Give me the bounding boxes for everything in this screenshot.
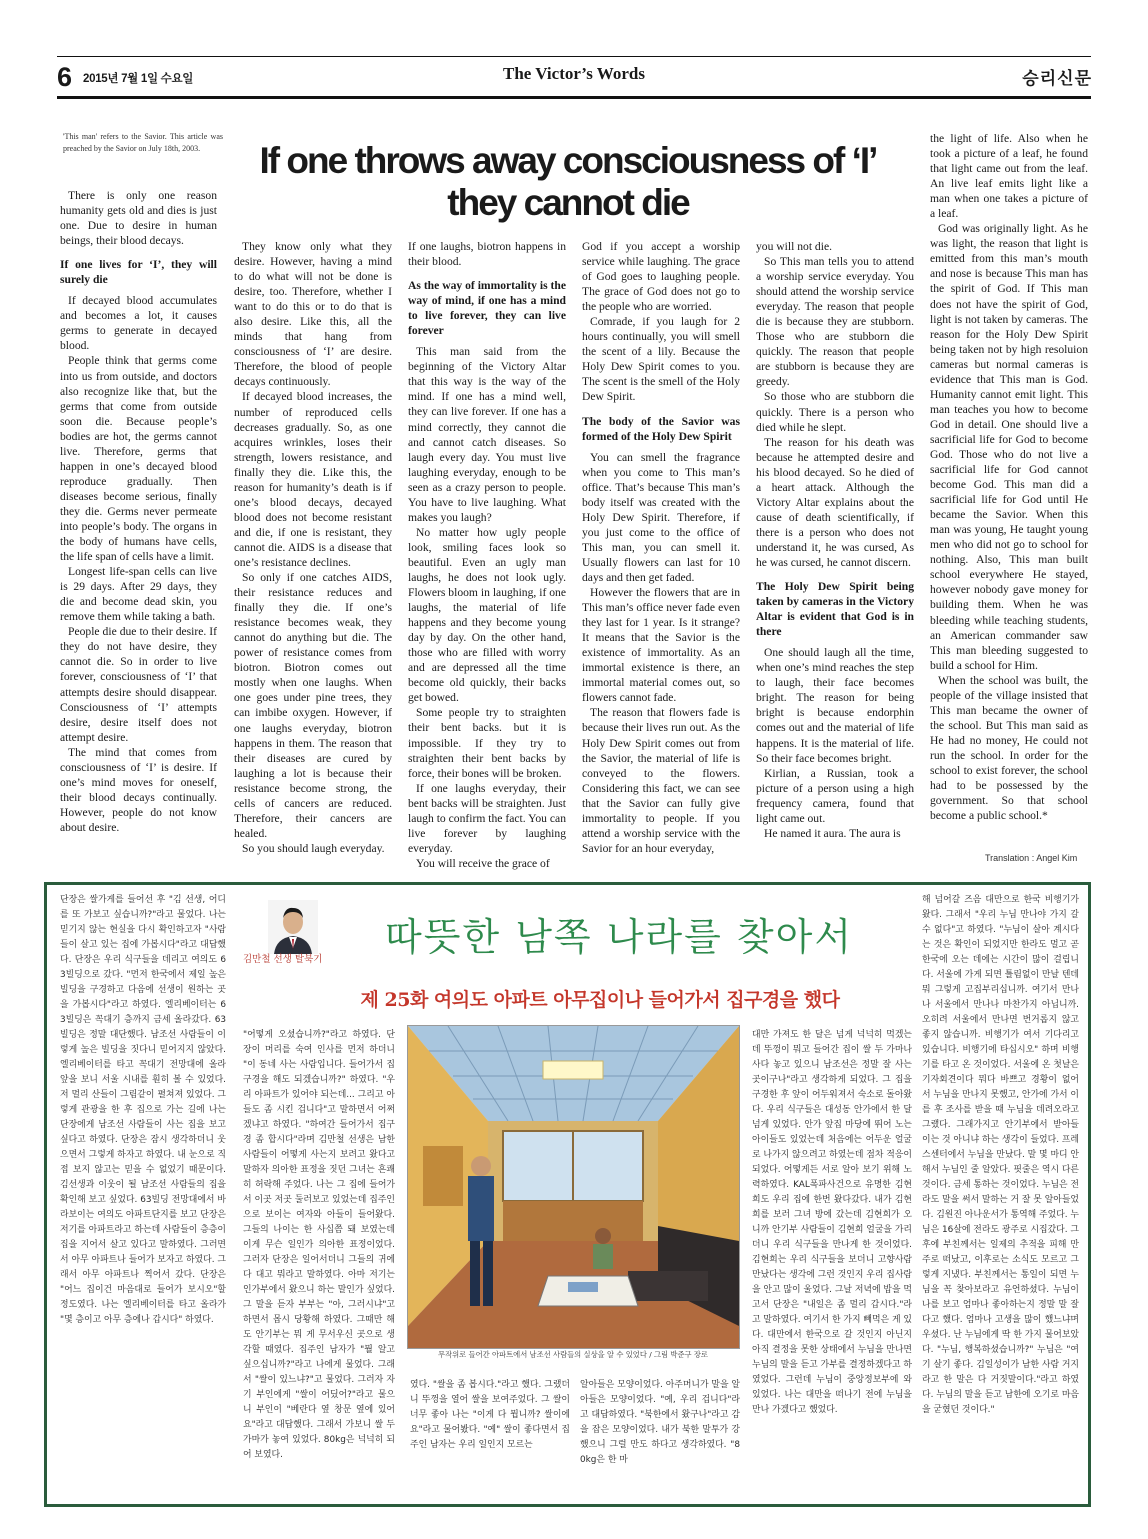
article-paragraph: Longest life-span cells can live is 29 days. After 29 days, they die and become dead skin, you remove them while taking a bath.	[60, 565, 217, 624]
header-rule	[57, 96, 1091, 99]
article-column-5	[756, 239, 914, 841]
top-rule	[57, 56, 1091, 57]
article-paragraph: the light of life. Also when he took a picture of a leaf, he found that light came out from the leaf. An live leaf emits light like a man when one takes a picture of a leaf.	[930, 132, 1088, 221]
article-paragraph: There is only one reason humanity gets old and dies is just one. Due to desire in human beings, their blood decays.	[60, 189, 217, 248]
apartment-illustration	[407, 1025, 740, 1349]
article-paragraph: People die due to their desire. If they do not have desire, they cannot die. So in order to live forever, consciousness of ‘I’ that attempts desire should disappear. Consciousness of ‘I’ attempts desire, desire itself does not attempt desire.	[60, 625, 217, 744]
korean-column-2: "어떻게 오셨습니까?"라고 하였다. 단장이 머리를 숙여 인사를 먼저 하더니 "이 동네 사는 사람입니다. 들어가서 집구경을 해도 되겠습니까?" 하였다. "우리 아파트가 있어야 되는데... 그리고 아들도 좀 시킨 겁니다"고 말하면서 어쩌겠냐고 하였다. "하여간 들어가서 집구경 좀 합시다"라며 김만철 선생은 남한 사람들이 어떻게 사는지 보려고 왔다고 말하자 의아한 표정을 짓던 그녀는 흔쾌히 허락해 주었다. 나는 그 집에 들어가서 이곳 저곳 둘러보고 있었는데 집주인으로 보이는 여자와 아들이 들어왔다. 그들의 나이는 한 사십쯤 돼 보였는데 이게 무슨 일인가 의아한 표정이었다. 그러자 단장은 일어서더니 그들의 귀에다 대고 뭐라고 말하였다. 아마 저기는 인가부에서 왔으니 하는 말인가 싶었다. 그 말을 듣자 부부는 "아, 그러시냐"고 하면서 몹시 당황해 하였다. 그때만 해도 안기부는 뭐 게 무서우신 곳으로 생각할 때였다. 집주인 남자가 "뭘 알고 싶으십니까?"라고 나에게 물었다. 그래서 "쌀이 있느냐?"고 물었다. 그러자 자기 부인에게 "쌀이 어딨어?"라고 물으니 부인이 "베란다 옆 창문 옆에 있어요"라고 대답했다. 그래서 가보니 쌀 두 가마가 놓여 있었다. 80kg은 넉넉히 되어 보였다.	[243, 1030, 395, 1460]
headline-line-1: If one throws away consciousness of ‘I’	[259, 140, 877, 181]
headline-line-2: they cannot die	[447, 182, 689, 223]
article-paragraph: Comrade, if you laugh for 2 hours continually, you will smell the scent of a lily. Because the Holy Dew Spirit comes to you. The scent is the smell of the Holy Dew Spirit.	[582, 315, 740, 404]
article-column-2	[234, 239, 392, 856]
article-subheading: As the way of immortality is the way of mind, if one has a mind to live forever, they can live forever	[408, 279, 566, 338]
page-number: 6	[57, 62, 73, 92]
article-paragraph: So those who are stubborn die quickly. There is a person who died while he slept.	[756, 390, 914, 434]
article-paragraph: So you should laugh everyday.	[242, 841, 385, 855]
article-subheading: The Holy Dew Spirit being taken by cameras in the Victory Altar is evident that God is in there	[756, 580, 914, 639]
korean-column-4: 알아들은 모양이었다. 아주머니가 말을 알아들은 모양이었다. "예, 우리 겁니다"라고 대답하였다. "북한에서 왔구나"라고 감을 잡은 모양이었다. 내가 북한 말투가 강했으니 그럴 만도 하다고 생각하였다. "80kg은 한 마	[580, 1380, 740, 1465]
article-paragraph: The reason for his death was because he attempted desire and his blood decayed. So he died of a heart attack. Although the Victory Altar explains about the cause of death scientifically, if there is a person who does not understand it, he was cursed, As he was cursed, he cannot discern.	[756, 435, 914, 569]
author-portrait	[268, 900, 318, 954]
newspaper-logo: 승리신문	[1022, 69, 1092, 89]
article-column-4	[582, 239, 740, 856]
article-paragraph: One should laugh all the time, when one’s mind reaches the step to laugh, their face becomes bright. The reason for being bright is because endorphin comes out and the material of life happens. It is the material of life. So their face becomes bright.	[756, 646, 914, 765]
article-paragraph: God was originally light. As he was light, the reason that light is emitted from this man’s mouth and nose is because This man has the spirit of God. If This man does not have the spirit of God, light is not taken by cameras. The reason for the Holy Dew Spirit being taken not by high resoluion cameras but normal cameras is evidence that This man is God. Humanity cannot emit light. This man teaches you how to become God in detail. One should live a sacrificial life for God to become God. Those who do not live a sacrificial life for God cannot become God. This man did a sacrificial life for God until He became the Savior. When this man was young, He taught young men who did not go to school for nothing. Also, This man built school everywhere He stayed, however nobody gave money for building them. When he was bleeding while teaching students, an American commander saw This man bleeding suggested to build a school for Him.	[930, 222, 1088, 672]
korean-feature-subtitle: 제 25화 여의도 아파트 아무집이나 들어가서 집구경을 했다	[360, 989, 840, 1011]
article-paragraph: You will receive the grace of	[416, 856, 550, 870]
article-paragraph: So only if one catches AIDS, their resistance reduces and finally they die. If one’s resistance becomes weak, they cannot do anything but die. The power of resistance comes from biotron. Biotron comes out mostly when one laughs. When one goes under pine trees, they can imbibe oxygen. However, if one laughs everyday, biotron happens in them. The reason that their diseases are cured by laughing a lot is because their resistance become strong, the cells of cancers are reduced. Therefore, their cancers are healed.	[234, 571, 392, 840]
article-paragraph: God if you accept a worship service while laughing. The grace of God goes to laughing people. The grace of God does not go to the people who are worried.	[582, 240, 740, 314]
article-column-3	[408, 239, 566, 871]
article-subheading: The body of the Savior was formed of the Holy Dew Spirit	[582, 414, 740, 443]
article-subheading: If one lives for ‘I’, they will surely die	[60, 258, 217, 287]
article-paragraph: The reason that flowers fade is because their lives run out. As the Holy Dew Spirit comes out from the Savior, the material of life is conveyed to the flowers. Considering this fact, we can see that the Savior can fully give immortality to people. If you attend a worship service with the Savior for an hour everyday,	[582, 706, 740, 855]
article-column-1	[60, 188, 217, 835]
article-paragraph: If one laughs everyday, their bent backs will be straighten. Just laugh to confirm the fact. You can live forever by laughing everyday.	[408, 781, 566, 855]
korean-column-1: 단장은 쌀가게를 들어선 후 "김 선생, 어디를 또 가보고 싶습니까?"라고 물었다. 나는 믿기지 않는 현실을 다시 확인하고자 "사람들이 살고 있는 집에 가봅시다"라고 대답했다. 단장은 우리 식구들을 데리고 여의도 63빌딩으로 갔다. "먼저 한국에서 제일 높은 빌딩을 구경하고 다음에 선생이 원하는 곳을 가봅시다"라고 하였다. 엘리베이터는 63빌딩은 꼭대기 층까지 금세 올라갔다. 63빌딩은 정말 대단했다. 남조선 사람들이 이렇게 높은 빌딩을 짓다니 믿어지지 않았다. 엘리베이터를 타고 꼭대기 전망대에 올라 앞을 보니 서울 시내를 훤히 볼 수 있었다. 저 멀리 산들이 그림같이 펼쳐져 있었다. 그렇게 관광을 한 후 집으로 가는 길에 나는 단장에게 남조선 사람들이 사는 집을 보고 싶다고 하였다. 단장은 잠시 생각하더니 웃으면서 그렇게 하자고 하였다. 내 눈으로 직접 보지 않고는 믿을 수 없었기 때문이다. 김선생과 이웃이 될 남조선 사람들의 집을 확인해 보고 싶었다. 63빌딩 전망대에서 바라보이는 여의도 아파트단지를 보고 단장은 저기를 아파트라고 하는데 사람들이 층층이 집을 지어서 살고 있다고 말하였다. 그러면서 아무 아파트나 들어가 보자고 하였다. 그래서 아무 아파트나 찍어서 갔다. 단장은 "어느 집이건 마음대로 들어가 보시오"할 정도였다. 나는 엘리베이터를 타고 올라가 "몇 층이고 아무 층에나 갑시다" 하였다.	[60, 895, 226, 1325]
article-paragraph: He named it aura. The aura is	[764, 826, 901, 840]
article-paragraph: So This man tells you to attend a worship service everyday. You should attend the worship service everyday. The reason that people die is because they are stubborn. Those who are stubborn die quickly. The reason that people are stubborn is because they are greedy.	[756, 255, 914, 389]
article-column-6	[930, 131, 1088, 823]
article-paragraph: If decayed blood increases, the number of reproduced cells decreases gradually. So, as one acquires wrinkles, loses their strength, lowers resistance, and finally they die. Like this, the reason for humanity’s death is if one’s blood decays, decayed blood does not become resistant and die, if one is resistant, they cannot die. AIDS is a disease that one’s resistance declines.	[234, 390, 392, 569]
korean-column-6: 해 넘어갈 즈음 대만으로 한국 비행기가 왔다. 그래서 "우리 누님 만나야 가지 갈 수 없다"고 하였다. "누님이 살아 계시다는 것은 확인이 되었지만 한라도 멀고 곧 한국에 오는 데에는 시간이 많이 걸립니다. 서울에 가게 되면 틀림없이 만날 텐데 뭐 그렇게 고집부리십니까. 여기서 만나나 서울에서 만나나 마찬가지 아닙니까. 오히려 서울에서 만나면 번거롭지 않고 좋지 않습니까. 비행기가 여서 기다리고 있습니다. 비행기에 타십시오" 하며 비행기를 타고 온 것이었다. 서울에 온 첫날은 기자회견이다 뭐다 바쁘고 경황이 없어서 누님을 만나지 못했고, 안가에 가서 이를 후 조사를 받을 때 누님을 데려오라고 그랬다. 그래가지고 안기부에서 받아들이는 것 아니냐 하는 생각이 들었다. 프레스센터에서 누님을 만났다. 말 몇 마디 안 해서 누님인 줄 알았다. 핏줄은 역시 다른 것이다. 금세 통하는 것이었다. 누님은 전라도 말을 써서 말하는 거 잘 못 알아들었다. 김원진 아나운서가 통역해 주었다. 누님은 16살에 전라도 광주로 시집갔다. 그 후에 부친께서는 일제의 추적을 피해 만주로 떠났고, 이후로는 소식도 모르고 그렇게 지냈다. 부친께서는 통일이 되면 누님을 꼭 찾아보라고 유언하셨다. 누님이 나를 보고 엄마나 좋아하는지 정말 말 잘다고 했다. 엄마나 고생을 많이 했느냐며 우셨다. 난 누님에게 딱 한 가지 물어보았다. "누님, 행복하셨습니까?" 누님은 "여기 살기 좋다. 김일성이가 남한 사람 거지라고 한 말은 다 거짓말이다."라고 하였다. 누님의 말을 듣고 남한에 오기로 마음을 굳혔던 것이다."	[922, 895, 1079, 1415]
article-paragraph: When the school was built, the people of the village insisted that This man became the owner of the school. But This man said as He had no money, He could not run the school. In order for the school to exist forever, the school had to be possessed by the government. So that school become a public school.*	[930, 673, 1088, 823]
illustration-caption: 무작위로 들어간 아파트에서 남조선 사람들의 실상을 알 수 있었다 / 그림 박준구 장로	[438, 1350, 708, 1359]
article-paragraph: The mind that comes from consciousness of ‘I’ is desire. If one’s mind moves for oneself, their blood decays continually. However, people do not know about desire.	[60, 745, 217, 834]
article-paragraph: Some people try to straighten their bent backs. but it is impossible. If they try to straighten their bent backs by force, their bones will be broken.	[408, 706, 566, 780]
article-paragraph: People think that germs come into us from outside, and doctors also recognize like that, but the germs that come from outside soon die. Because people’s bodies are hot, the germs cannot live. Therefore, germs that happen in one’s decayed blood reproduce gradually. Then diseases become serious, finally they die. Germs never permeate into people’s body. The organs in the body of humans have cells, the life span of cells have a limit.	[60, 354, 217, 564]
korean-column-5: 대만 가져도 한 달은 넘게 넉넉히 먹겠는데 뚜껑이 뭐고 들어간 집이 쌀 두 가마나 사다 놓고 있으니 남조선은 정말 잘 사는 곳이구나"라고 생각하게 되었다. 그 집을 구경한 후 앞이 어두워져서 숙소로 돌아왔다. 우리 식구들은 대성동 안가에서 한 달 넘게 있었다. 안가 앞집 마당에 뛰어 노는 아이들도 있었는데 처음에는 어두운 얼굴로 나가지 않으려고 하였는데 점차 적응이 되었다. 어떻게든 서로 알아 보기 위해 노력하였다. KAL폭파사건으로 유명한 김현희도 우리 집에 한번 왔다갔다. 내가 김현희를 보러 그녀 방에 갔는데 김현희가 오니까 안기부 사람들이 김현희 얼굴을 가리더니 우리 식구들을 만나게 한 것이었다. 김현희는 우리 식구들을 보더니 고향사람 만났다는 생각에 그런 것인지 우리 집사람을 안고 많이 울었다. 그날 저녁에 밥을 먹고서 단장은 "내일은 좀 멀리 갑시다."라고 말하였다. 여기서 한 가지 빼먹은 게 있다. 대만에서 한국으로 갈 것인지 아닌지 아직 결정을 못한 상태에서 누님을 만나면 누님의 말을 듣고 가부를 결정하겠다고 하였었다. 그런데 누님이 중앙정보부에 와 있었다. 나는 대만을 떠나기 전에 누님을 만나 가겠다고 했었다.	[752, 1030, 912, 1415]
article-paragraph: If decayed blood accumulates and becomes a lot, it causes germs to generate in decayed blood.	[60, 294, 217, 353]
article-paragraph: They know only what they desire. However, having a mind to do what will not be done is desire, too. Therefore, whether I want to do this or to do that is also desire. Like this, all the minds that hang from consciousness of ‘I’ are desire. Therefore, the blood of people decays continuously.	[234, 240, 392, 389]
article-paragraph: If one laughs, biotron happens in their blood.	[408, 240, 566, 269]
article-paragraph: No matter how ugly people look, smiling faces look so beautiful. Even an ugly man laughs, he does not look ugly. Flowers bloom in laughing, if one laughs, the material of life happens and they become young day by day. On the other hand, those who are filled with worry and are depressed all the time become old quickly, their backs get bowed.	[408, 525, 566, 705]
article-paragraph: This man said from the beginning of the Victory Altar that this way is the way of the mind. If one has a mind well, they can live forever. If one has a mind correctly, they cannot die and cannot catch diseases. So laugh every day. You must live laughing everyday, enough to be seen as a crazy person to people. You have to live laughing. What makes you laugh?	[408, 345, 566, 524]
section-title: The Victor’s Words	[503, 64, 645, 83]
author-label: 김만철 선생 탈북기	[243, 954, 323, 965]
article-paragraph: Kirlian, a Russian, took a picture of a person using a high frequency camera, found that light came out.	[756, 766, 914, 825]
article-paragraph: You can smell the fragrance when you come to This man’s office. That’s because This man’s body itself was created with the Holy Dew Spirit. Therefore, if you just come to the office of This man, you can smell it. Usually flowers can last for 10 days and then get faded.	[582, 450, 740, 584]
korean-column-3: 였다. "쌀을 좀 봅시다."라고 했다. 그랬더니 뚜껑을 열어 쌀을 보여주었다. 그 쌀이 너무 좋아 나는 "이게 다 뭡니까? 쌀이에요"라고 물어봤다. "예" 쌀이 좋다면서 집주인 남자는 우리 일인지 모르는	[410, 1380, 570, 1450]
issue-date: 2015년 7월 1일 수요일	[83, 73, 194, 85]
translation-credit: Translation : Angel Kim	[985, 853, 1078, 863]
article-headline	[234, 140, 902, 224]
article-paragraph: However the flowers that are in This man’s office never fade even they last for 1 year. Is it strange? It means that the Savior is the existence of immortality. As an immortal existence is there, an immortal material comes out, so flowers cannot fade.	[582, 586, 740, 705]
article-note: 'This man' refers to the Savior. This article was preached by the Savior on July 18th, 2003.	[63, 132, 223, 153]
article-paragraph: you will not die.	[756, 240, 832, 253]
korean-feature-title: 따뜻한 남쪽 나라를 찾아서	[385, 915, 854, 959]
